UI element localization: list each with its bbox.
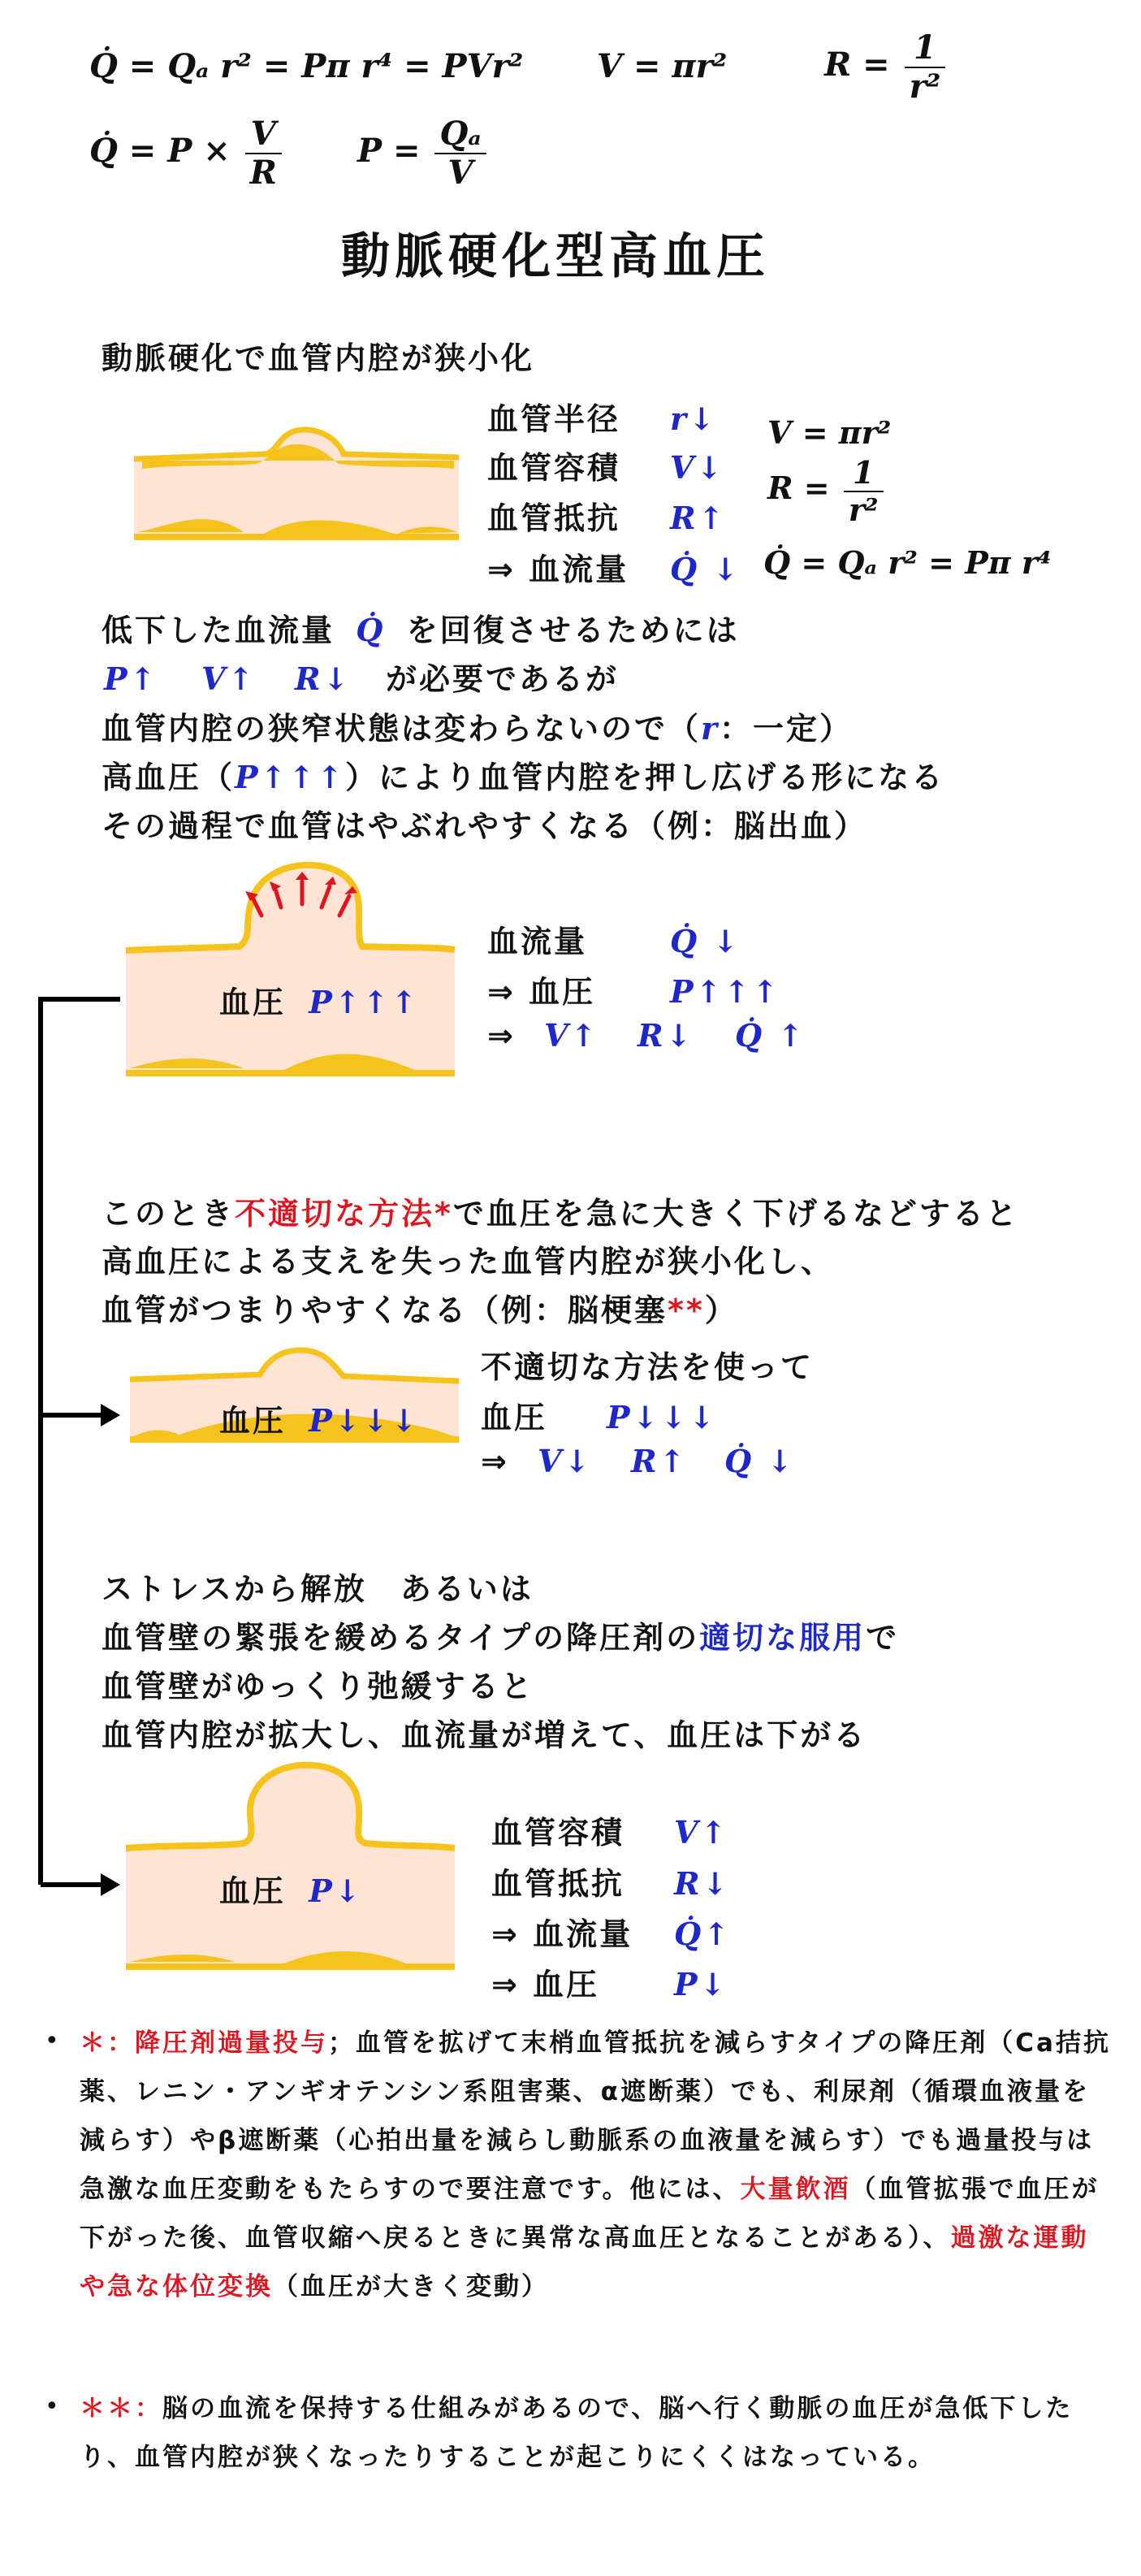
s3-right-row3 bbox=[481, 1443, 795, 1479]
s4-row-label: 血管抵抗 bbox=[491, 1866, 625, 1902]
s4-vessel-label: 血圧 bbox=[219, 1873, 287, 1909]
pressure-lhs: P = bbox=[357, 132, 421, 170]
flow-formula: Q̇ = Qₐ r² = Pπ r⁴ = PVr² bbox=[89, 47, 524, 85]
footnote-1-text-2: （血管拡張で血圧が下がった後、血管収縮へ戻るときに異常な高血圧となることがある）、 bbox=[80, 2175, 1100, 2253]
volume-formula: V = πr² bbox=[597, 47, 728, 85]
resistance-lhs: R = bbox=[824, 45, 890, 84]
s2-line1-a: 低下した血流量 bbox=[102, 613, 335, 648]
s1-row-label: ⇒ 血流量 bbox=[487, 552, 629, 587]
s4-row-value: R↓ bbox=[674, 1865, 731, 1902]
section1-heading: 動脈硬化で血管内腔が狭小化 bbox=[102, 340, 535, 376]
s4-row-value: P↓ bbox=[674, 1966, 728, 2002]
s4-row-label: ⇒ 血流量 bbox=[491, 1916, 633, 1952]
s2-right-symbol: P↑↑↑ bbox=[670, 973, 781, 1010]
s2-symbol-v: V↑ bbox=[201, 660, 257, 697]
s3-symbol-flow: Q̇ ↓ bbox=[724, 1443, 796, 1479]
fraction-numerator: V bbox=[245, 115, 282, 154]
s2-right-label: ⇒ 血圧 bbox=[487, 974, 596, 1010]
s3-line1-red: 不適切な方法* bbox=[235, 1196, 453, 1232]
s3-implies-arrow: ⇒ bbox=[481, 1444, 509, 1479]
s2-vessel-label: 血圧 bbox=[219, 985, 287, 1020]
s4-row-resistance bbox=[491, 1859, 730, 1903]
s3-line2: 高血圧による支えを失った血管内腔が狭小化し、 bbox=[102, 1244, 835, 1279]
s3-right-row1: 不適切な方法を使って bbox=[481, 1349, 815, 1385]
footnote-1 bbox=[80, 2019, 1111, 2311]
footnote-1-red-1: 降圧剤過量投与 bbox=[135, 2028, 328, 2058]
s4-row-pressure bbox=[491, 1959, 728, 2004]
fraction-denominator: V bbox=[447, 154, 473, 192]
s1-row-label: 血管容積 bbox=[487, 450, 621, 486]
fraction-denominator: r² bbox=[909, 67, 941, 106]
footnote-2-text: 脳の血流を保持する仕組みがあるので、脳へ行く動脈の血圧が急低下したり、血管内腔が狭くなったりすることが起こりにくくはなっている。 bbox=[80, 2394, 1074, 2472]
s4-row-label: ⇒ 血圧 bbox=[491, 1967, 600, 2002]
s3-right-row2 bbox=[481, 1392, 717, 1437]
footnote-2 bbox=[80, 2384, 1111, 2482]
s3-right-label: 血圧 bbox=[481, 1400, 548, 1435]
s1-row-label: 血管半径 bbox=[487, 401, 621, 437]
s2-line3-a: 血管内腔の狭窄状態は変わらないので（ bbox=[102, 711, 702, 747]
s3-line1-a: このとき bbox=[102, 1196, 236, 1232]
s3-vessel-label: 血圧 bbox=[219, 1403, 287, 1439]
s3-symbol-r: R↑ bbox=[631, 1443, 688, 1479]
footnote-1-text-3: （血圧が大きく変動） bbox=[273, 2272, 549, 2301]
s4-line2-blue: 適切な服用 bbox=[699, 1620, 867, 1656]
s2-symbol-p: P↑ bbox=[104, 660, 158, 697]
s3-line3-red: ** bbox=[668, 1292, 705, 1328]
footnote-1-red-3: 過激な運動や急な体位変換 bbox=[80, 2223, 1089, 2301]
s2-line3-b: ：一定） bbox=[720, 711, 854, 747]
s2-symbol-r: R↓ bbox=[295, 660, 352, 697]
s1-row-value: R↑ bbox=[670, 500, 727, 536]
footnote-bullet: • bbox=[45, 2027, 59, 2055]
s3-vessel-symbol: P↓↓↓ bbox=[309, 1402, 420, 1439]
s4-vessel-symbol: P↓ bbox=[309, 1872, 363, 1909]
s3-right-symbol: P↓↓↓ bbox=[607, 1399, 718, 1435]
fraction-numerator: 1 bbox=[905, 29, 946, 68]
fraction-numerator: 1 bbox=[844, 455, 884, 492]
s2-line2-b: が必要であるが bbox=[386, 661, 620, 697]
s1-resistance-lhs: R = bbox=[767, 470, 830, 507]
footnote-bullet: • bbox=[45, 2392, 59, 2421]
footnote-2-mark: ＊＊： bbox=[80, 2394, 162, 2423]
s4-row-label: 血管容積 bbox=[491, 1815, 625, 1851]
s2-vessel-symbol: P↑↑↑ bbox=[309, 984, 420, 1020]
s4-row-value: V↑ bbox=[674, 1814, 729, 1851]
s4-line2 bbox=[102, 1613, 899, 1657]
fraction-numerator: Qₐ bbox=[434, 115, 486, 154]
s3-line3-b: ） bbox=[704, 1292, 738, 1328]
s2-line3-symbol: r bbox=[701, 710, 720, 747]
s2-symbol-flow: Q̇ ↑ bbox=[735, 1017, 806, 1054]
s1-row-value: V↓ bbox=[670, 449, 725, 486]
s1-row-value: r↓ bbox=[670, 400, 717, 437]
s2-line1-symbol: Q̇ bbox=[356, 612, 386, 648]
s4-line1: ストレスから解放 あるいは bbox=[102, 1571, 534, 1607]
s2-right-symbol: Q̇ ↓ bbox=[670, 923, 741, 959]
fraction-denominator: R bbox=[249, 154, 277, 192]
fraction-denominator: r² bbox=[848, 491, 879, 528]
s4-line2-b: で bbox=[866, 1620, 900, 1656]
s2-implies-arrow: ⇒ bbox=[487, 1018, 516, 1054]
s3-line3-a: 血管がつまりやすくなる（例：脳梗塞 bbox=[102, 1292, 668, 1328]
s3-line1-b: で血圧を急に大きく下げるなどすると bbox=[452, 1196, 1019, 1232]
footnote-1-mark: ＊： bbox=[80, 2028, 135, 2058]
s2-symbol-v: V↑ bbox=[544, 1017, 599, 1054]
s4-row-value: Q̇↑ bbox=[674, 1916, 732, 1952]
s2-line5: その過程で血管はやぶれやすくなる（例：脳出血） bbox=[102, 808, 868, 844]
s2-line4-symbol: P↑↑↑ bbox=[235, 759, 346, 795]
s2-right-label: 血流量 bbox=[487, 924, 588, 959]
flow-ratio-lhs: Q̇ = P × bbox=[89, 132, 231, 170]
s4-row-flow bbox=[491, 1909, 732, 1954]
s4-line3: 血管壁がゆっくり弛緩すると bbox=[102, 1669, 534, 1704]
s2-symbol-r: R↓ bbox=[637, 1017, 694, 1054]
s3-vessel-pressure bbox=[219, 1396, 419, 1440]
s1-row-label: 血管抵抗 bbox=[487, 500, 621, 536]
s4-vessel-pressure bbox=[219, 1866, 363, 1911]
s2-line1-b: を回復させるためには bbox=[406, 613, 740, 648]
page-title: 動脈硬化型高血圧 bbox=[341, 228, 770, 285]
s3-symbol-v: V↓ bbox=[538, 1443, 593, 1479]
s4-row-volume bbox=[491, 1808, 728, 1852]
s2-line4-b: ）により血管内腔を押し広げる形になる bbox=[345, 760, 945, 795]
s1-volume-eq: V = πr² bbox=[767, 414, 892, 451]
footnote-1-red-2: 大量飲酒 bbox=[740, 2175, 851, 2204]
s1-flow-eq: Q̇ = Qₐ r² = Pπ r⁴ bbox=[763, 544, 1052, 581]
s1-row-value: Q̇ ↓ bbox=[670, 551, 741, 587]
s4-line4: 血管内腔が拡大し、血流量が増えて、血圧は下がる bbox=[102, 1717, 867, 1753]
s3-line1 bbox=[102, 1188, 1019, 1233]
footnote-1-text-1: ；血管を拡げて末梢血管抵抗を減らすタイプの降圧剤（Ca拮抗薬、レニン・アンギオテンシン系阻害薬、α遮断薬）でも、利尿剤（循環血液量を減らす）やβ遮断薬（心拍出量を減らし動脈系の血液量を減らす）でも過量投与は急激な血圧変動をもたらすので要注意です。他には、 bbox=[80, 2028, 1111, 2204]
s2-line4-a: 高血圧（ bbox=[102, 760, 236, 795]
s4-line2-a: 血管壁の緊張を緩めるタイプの降圧剤の bbox=[102, 1620, 700, 1656]
s3-line3 bbox=[102, 1285, 738, 1330]
